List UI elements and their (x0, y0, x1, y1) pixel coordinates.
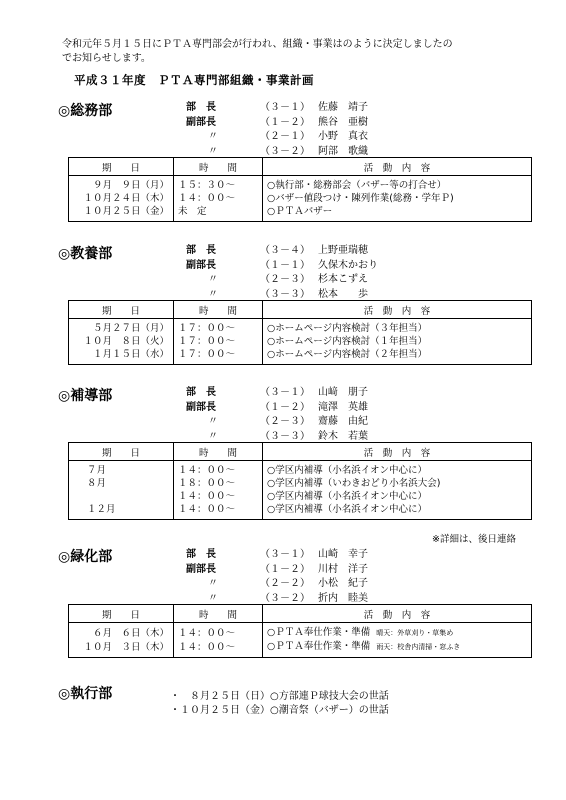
cell-activity (263, 176, 532, 193)
cell-date: １０月２４日（木） (69, 192, 174, 205)
officer-name: 上野亜瑞穂 (318, 245, 368, 256)
cell-activity (263, 623, 532, 641)
officer-name: 松本 歩 (318, 288, 368, 300)
table-row (69, 461, 532, 478)
header-time: 時 間 (174, 301, 263, 319)
cell-date: １０月 ３日（木） (69, 640, 174, 658)
table-row (69, 319, 532, 336)
cell-time: １４：００～ (174, 192, 263, 205)
table-row (69, 192, 532, 205)
cell-date: ９月 ９日（月） (69, 176, 174, 193)
officer-class: （２－３） (260, 416, 310, 427)
officer-row (186, 563, 446, 577)
officer-class: （２－３） (260, 274, 310, 285)
officer-name: 久保木かおり (318, 259, 378, 271)
table-row (69, 335, 532, 348)
header-activity: 活 動 内 容 (263, 443, 532, 461)
header-time: 時 間 (174, 158, 263, 176)
intro-line-2: でお知らせします。 (62, 53, 151, 64)
header-time: 時 間 (174, 443, 263, 461)
officer-role: 副部長 (186, 401, 216, 413)
table-header-row (69, 605, 532, 623)
header-activity: 活 動 内 容 (263, 605, 532, 623)
activity-note: 雨天：校舎内清掃・窓ふき (376, 643, 461, 651)
officer-class: （１－２） (260, 116, 310, 128)
activity-text: ○バザー値段つけ・陳列作業(総務・学年Ｐ) (267, 193, 454, 204)
officer-role: 部 長 (186, 102, 216, 113)
activity-text: ○学区内補導（小名浜イオン中心に） (267, 465, 428, 476)
activity-text: ○学区内補導（いわきおどり小名浜大会) (267, 478, 441, 489)
section-title: ◎総務部 (58, 103, 113, 119)
cell-activity (263, 490, 532, 503)
officer-row (186, 548, 446, 562)
activity-text: ○ＰＴＡ奉仕作業・準備 (267, 641, 371, 652)
officer-class: （３－４） (260, 245, 310, 256)
table-row (69, 477, 532, 490)
officer-role: 部 長 (186, 549, 216, 560)
header-activity: 活 動 内 容 (263, 158, 532, 176)
officer-name: 折内 睦美 (318, 592, 368, 604)
officer-name: 鈴木 若葉 (318, 430, 368, 442)
activity-text: ○ＰＴＡバザー (267, 206, 333, 217)
activity-text: ○学区内補導（小名浜イオン中心に） (267, 491, 428, 502)
cell-date: ５月２７日（月） (69, 319, 174, 336)
officer-row (186, 244, 446, 258)
cell-activity (263, 640, 532, 658)
officer-name: 山崎 幸子 (318, 549, 368, 560)
schedule-table (68, 604, 532, 658)
officer-class: （１－１） (260, 259, 310, 271)
officer-role: 〃 (208, 131, 218, 142)
officer-row (186, 415, 446, 429)
officer-class: （３－２） (260, 145, 310, 157)
cell-activity (263, 335, 532, 348)
schedule-table (68, 442, 532, 520)
cell-date (69, 490, 174, 503)
activity-text: ○ホームページ内容検討（３年担当） (267, 323, 428, 334)
cell-activity (263, 205, 532, 222)
officer-row (186, 386, 446, 400)
activity-note: 晴天：外草刈り・草集め (376, 629, 454, 637)
officer-role: 〃 (208, 145, 218, 157)
cell-activity (263, 319, 532, 336)
cell-date: １２月 (69, 503, 174, 520)
officer-role: 〃 (208, 288, 218, 300)
officer-role: 〃 (208, 430, 218, 442)
cell-time: １５：３０～ (174, 176, 263, 193)
officer-class: （２－１） (260, 131, 310, 142)
officer-class: （１－２） (260, 563, 310, 575)
cell-time: １４：００～ (174, 490, 263, 503)
cell-activity (263, 477, 532, 490)
officer-role: 〃 (208, 274, 218, 285)
officer-name: 熊谷 亜樹 (318, 116, 368, 128)
cell-time: １８：００～ (174, 477, 263, 490)
table-row (69, 176, 532, 193)
executive-line-1: ・ ８月２５日（日）○方部連Ｐ球技大会の世話 (170, 691, 389, 702)
section-title: ◎補導部 (58, 388, 113, 404)
header-date: 期 日 (69, 158, 174, 176)
header-date: 期 日 (69, 605, 174, 623)
section-footnote: ※詳細は、後日連絡 (432, 534, 516, 545)
officer-class: （３－１） (260, 102, 310, 113)
cell-time: １７：００～ (174, 319, 263, 336)
officer-name: 小野 真衣 (318, 131, 368, 142)
cell-time: １４：００～ (174, 640, 263, 658)
officer-row (186, 116, 446, 130)
officer-row (186, 401, 446, 415)
intro-line-1: 令和元年５月１５日にＰＴＡ専門部会が行われ、組織・事業はのように決定しましたの (62, 39, 453, 50)
officer-name: 山﨑 朋子 (318, 387, 368, 398)
header-time: 時 間 (174, 605, 263, 623)
officer-role: 部 長 (186, 245, 216, 256)
officer-role: 部 長 (186, 387, 216, 398)
section-title: ◎緑化部 (58, 549, 113, 565)
officer-name: 阿部 歌織 (318, 145, 368, 157)
officer-name: 杉本こずえ (318, 274, 368, 285)
officer-class: （２－２） (260, 578, 310, 589)
officer-class: （３－３） (260, 288, 310, 300)
schedule-table (68, 157, 532, 222)
executive-line-2: ・１０月２５日（金）○潮音祭（バザー）の世話 (170, 705, 389, 716)
table-row (69, 503, 532, 520)
officer-role: 副部長 (186, 259, 216, 271)
table-header-row (69, 443, 532, 461)
officer-row (186, 577, 446, 591)
schedule-table (68, 300, 532, 365)
cell-activity (263, 503, 532, 520)
table-header-row (69, 158, 532, 176)
document-title: 平成３１年度 ＰＴＡ専門部組織・事業計画 (74, 73, 314, 87)
cell-time: １４：００～ (174, 503, 263, 520)
officer-row (186, 101, 446, 115)
officer-name: 川村 洋子 (318, 563, 368, 575)
cell-date: ７月 (69, 461, 174, 478)
cell-date: １月１５日（水） (69, 348, 174, 365)
activity-text: ○ＰＴＡ奉仕作業・準備 (267, 627, 371, 638)
activity-text: ○執行部・総務部会（バザー等の打合せ） (267, 180, 447, 191)
cell-date: ６月 ６日（木） (69, 623, 174, 641)
cell-activity (263, 348, 532, 365)
officer-role: 〃 (208, 592, 218, 604)
officer-row (186, 273, 446, 287)
officer-name: 小松 紀子 (318, 578, 368, 589)
table-row (69, 490, 532, 503)
officer-role: 副部長 (186, 563, 216, 575)
header-date: 期 日 (69, 443, 174, 461)
officer-class: （３－３） (260, 430, 310, 442)
section-title: ◎教養部 (58, 246, 113, 262)
cell-time: １４：００～ (174, 623, 263, 641)
cell-activity (263, 192, 532, 205)
cell-time: 未 定 (174, 205, 263, 222)
cell-time: １７：００～ (174, 335, 263, 348)
cell-date: １０月２５日（金） (69, 205, 174, 222)
officer-class: （３－１） (260, 387, 310, 398)
officer-class: （３－１） (260, 549, 310, 560)
officer-name: 滝澤 英雄 (318, 401, 368, 413)
activity-text: ○ホームページ内容検討（１年担当） (267, 336, 428, 347)
activity-text: ○ホームページ内容検討（２年担当） (267, 349, 428, 360)
officer-role: 〃 (208, 578, 218, 589)
officer-class: （３－２） (260, 592, 310, 604)
officer-row (186, 130, 446, 144)
cell-date: ８月 (69, 477, 174, 490)
officer-name: 佐藤 靖子 (318, 102, 368, 113)
officer-name: 齋藤 由紀 (318, 416, 368, 427)
header-date: 期 日 (69, 301, 174, 319)
table-header-row (69, 301, 532, 319)
officer-role: 〃 (208, 416, 218, 427)
cell-time: １４：００～ (174, 461, 263, 478)
cell-time: １７：００～ (174, 348, 263, 365)
cell-activity (263, 461, 532, 478)
officer-row (186, 259, 446, 273)
officer-class: （１－２） (260, 401, 310, 413)
table-row (69, 623, 532, 641)
table-row (69, 348, 532, 365)
cell-date: １０月 ８日（火） (69, 335, 174, 348)
officer-role: 副部長 (186, 116, 216, 128)
executive-section-title: ◎執行部 (58, 686, 113, 702)
header-activity: 活 動 内 容 (263, 301, 532, 319)
activity-text: ○学区内補導（小名浜イオン中心に） (267, 504, 428, 515)
table-row (69, 205, 532, 222)
table-row (69, 640, 532, 658)
